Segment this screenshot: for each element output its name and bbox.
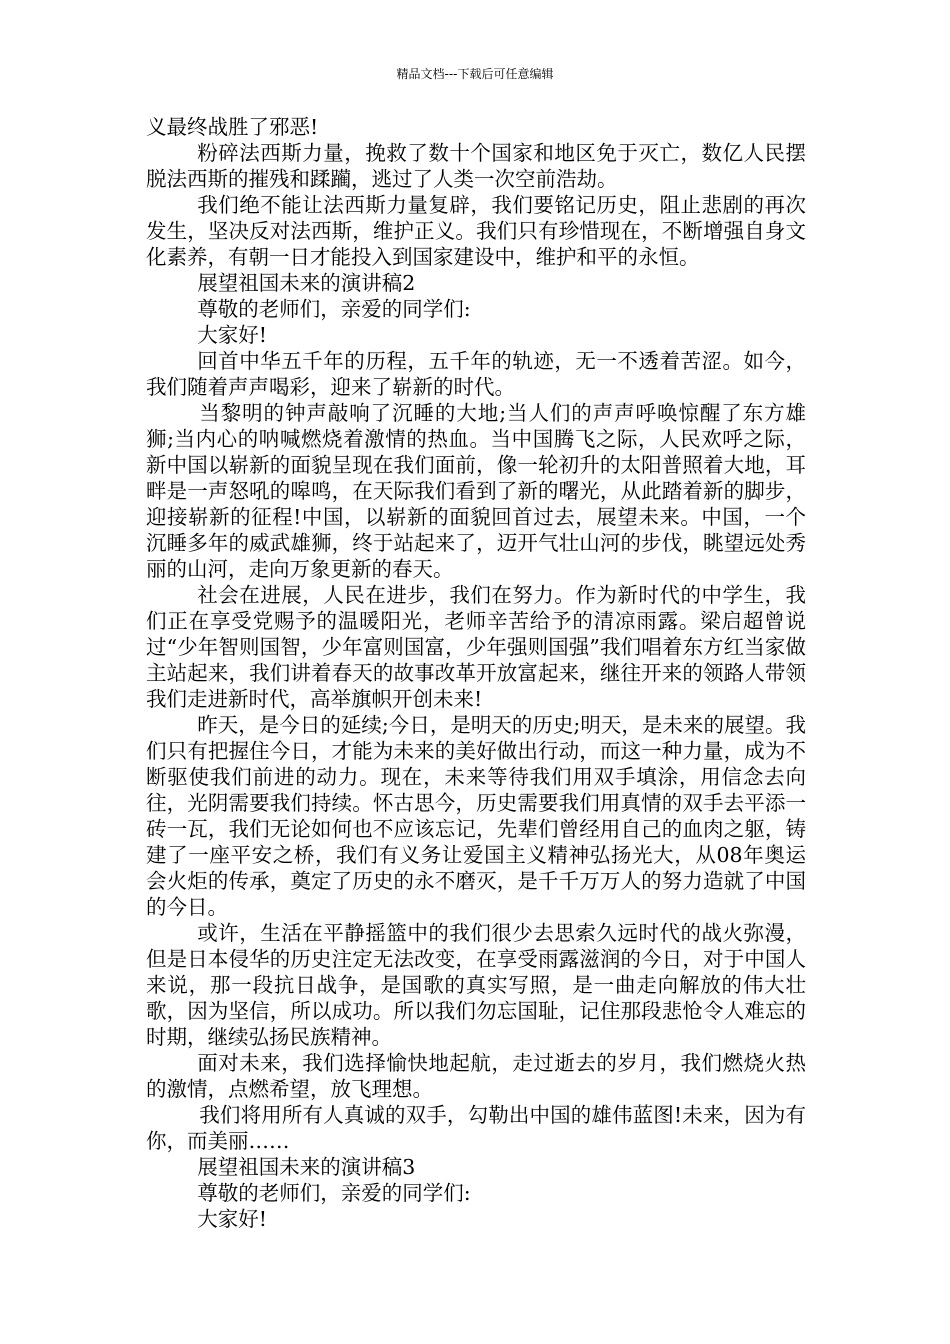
- paragraph: 当黎明的钟声敲响了沉睡的大地;当人们的声声呼唤惊醒了东方雄狮;当内心的呐喊燃烧着激情的热血。当中国腾飞之际，人民欢呼之际，新中国以崭新的面貌呈现在我们面前，像一轮初升的太阳普照着大地，耳畔是一声怒吼的嗥鸣，在天际我们看到了新的曙光，从此踏着新的脚步，迎接崭新的征程!中国，以崭新的面貌回首过去，展望未来。中国，一个沉睡多年的威武雄狮，终于站起来了，迈开气壮山河的步伐，眺望远处秀丽的山河，走向万象更新的春天。: [146, 401, 806, 581]
- section-title: 展望祖国未来的演讲稿2: [197, 271, 416, 295]
- section-title: 展望祖国未来的演讲稿3: [197, 1155, 416, 1179]
- paragraph: 回首中华五千年的历程，五千年的轨迹，无一不透着苦涩。如今，我们随着声声喝彩，迎来了崭新的时代。: [146, 349, 806, 399]
- greeting: 大家好!: [197, 1207, 267, 1231]
- document-body: [146, 114, 806, 1232]
- salutation: 尊敬的老师们，亲爱的同学们:: [197, 297, 471, 321]
- salutation: 尊敬的老师们，亲爱的同学们:: [197, 1181, 471, 1205]
- paragraph: 粉碎法西斯力量，挽救了数十个国家和地区免于灭亡，数亿人民摆脱法西斯的摧残和蹂躏，逃过了人类一次空前浩劫。: [146, 141, 806, 191]
- paragraph: 我们将用所有人真诚的双手，勾勒出中国的雄伟蓝图!未来，因为有你，而美丽……: [146, 1103, 806, 1153]
- greeting: 大家好!: [197, 323, 267, 347]
- page-header: 精品文档---下载后可任意编辑: [396, 67, 554, 81]
- paragraph: 社会在进展，人民在进步，我们在努力。作为新时代的中学生，我们正在享受党赐予的温暖阳光，老师辛苦给予的清凉雨露。梁启超曾说过“少年智则国智，少年富则国富，少年强则国强”我们唱着东方红当家做主站起来，我们讲着春天的故事改革开放富起来，继往开来的领路人带领我们走进新时代，高举旗帜开创未来!: [146, 583, 806, 711]
- paragraph: 面对未来，我们选择愉快地起航，走过逝去的岁月，我们燃烧火热的激情，点燃希望，放飞理想。: [146, 1051, 806, 1101]
- paragraph: 或许，生活在平静摇篮中的我们很少去思索久远时代的战火弥漫，但是日本侵华的历史注定无法改变，在享受雨露滋润的今日，对于中国人来说，那一段抗日战争，是国歌的真实写照，是一曲走向解放的伟大壮歌，因为坚信，所以成功。所以我们勿忘国耻，记住那段悲怆令人难忘的时期，继续弘扬民族精神。: [146, 921, 806, 1049]
- paragraph-continuation: 义最终战胜了邪恶!: [146, 115, 319, 139]
- paragraph: 我们绝不能让法西斯力量复辟，我们要铭记历史，阻止悲剧的再次发生，坚决反对法西斯，维护正义。我们只有珍惜现在，不断增强自身文化素养，有朝一日才能投入到国家建设中，维护和平的永恒。: [146, 193, 806, 269]
- paragraph: 昨天，是今日的延续;今日，是明天的历史;明天，是未来的展望。我们只有把握住今日，才能为未来的美好做出行动，而这一种力量，成为不断驱使我们前进的动力。现在，未来等待我们用双手填涂，用信念去向往，光阴需要我们持续。怀古思今，历史需要我们用真情的双手去平添一砖一瓦，我们无论如何也不应该忘记，先辈们曾经用自己的血肉之躯，铸建了一座平安之桥，我们有义务让爱国主义精神弘扬光大，从08年奥运会火炬的传承，奠定了历史的永不磨灭，是千千万万人的努力造就了中国的今日。: [146, 713, 806, 919]
